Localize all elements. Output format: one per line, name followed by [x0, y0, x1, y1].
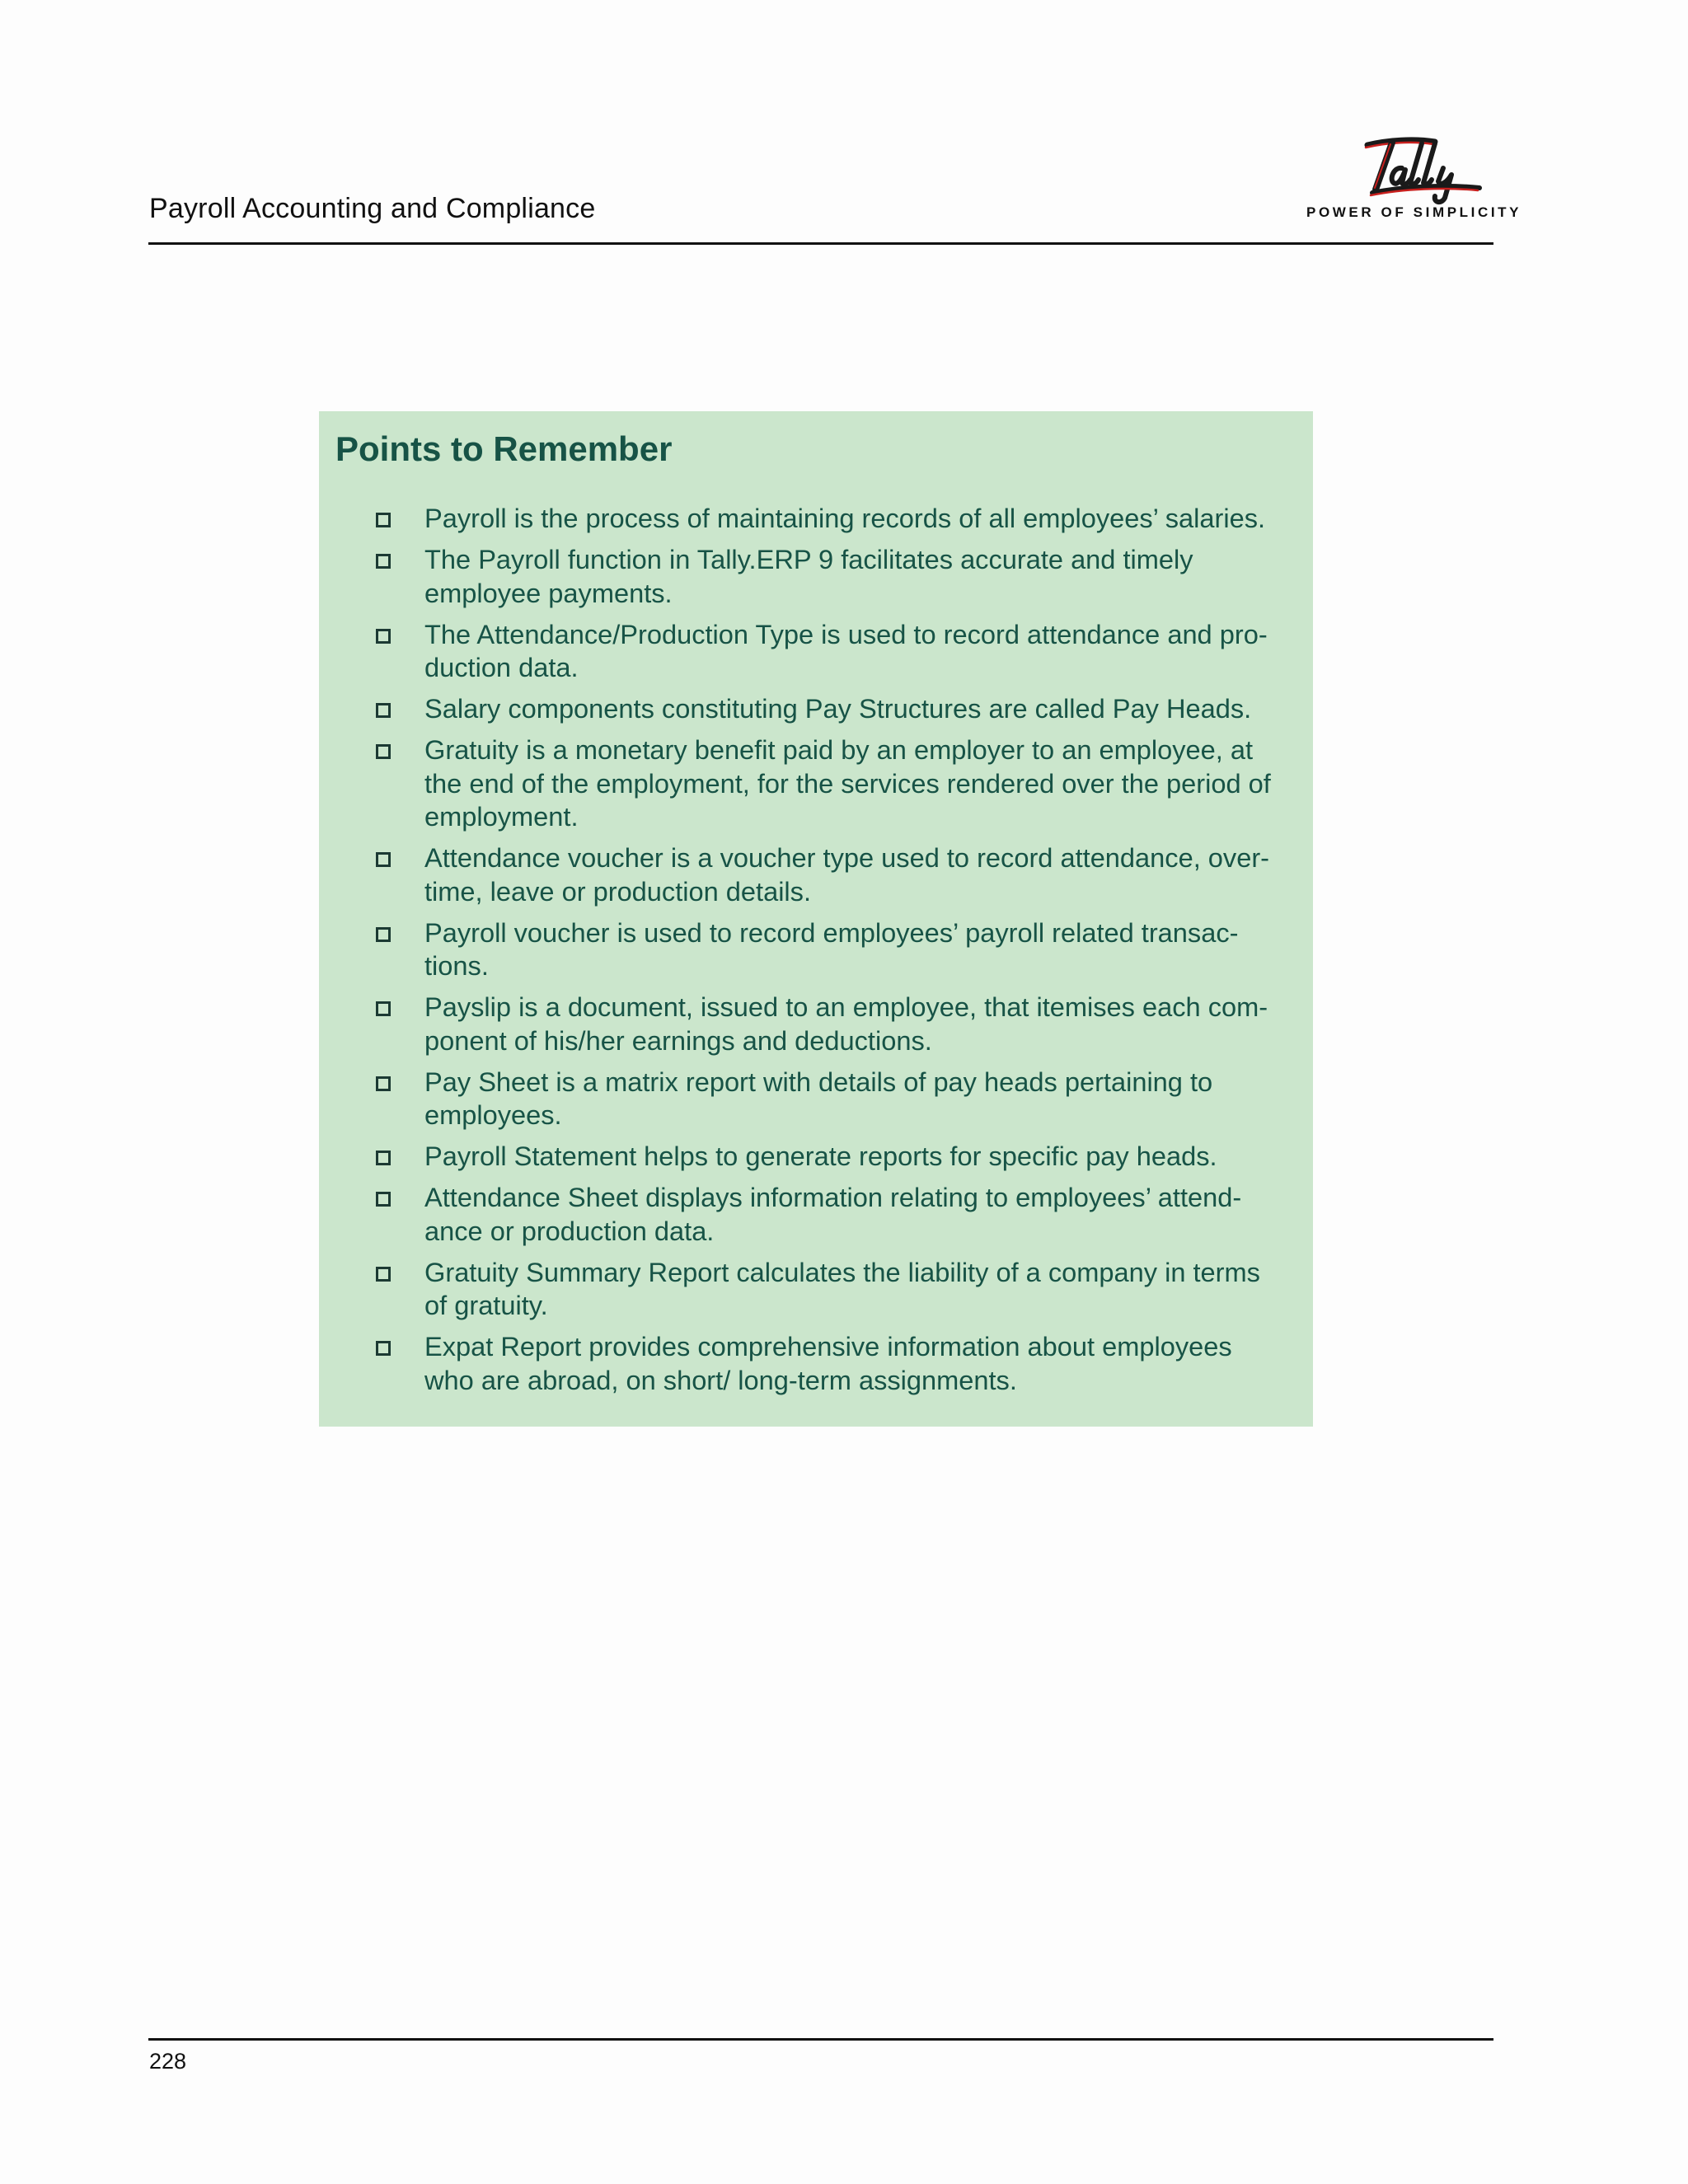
- list-item-text-line: employment.: [424, 801, 579, 832]
- hollow-square-bullet-icon: [376, 554, 391, 569]
- hollow-square-bullet-icon: [376, 1267, 391, 1282]
- list-item: [335, 502, 1296, 536]
- list-item-text-line: employee payments.: [424, 577, 673, 608]
- list-item-text-line: ponent of his/her earnings and deductions.: [424, 1024, 932, 1056]
- list-item-text-line: Payroll is the process of maintaining records of all employees’ salaries.: [424, 503, 1266, 533]
- list-item-text-line: who are abroad, on short/ long-term assignments.: [424, 1364, 1017, 1395]
- hollow-square-bullet-icon: [376, 1341, 391, 1356]
- list-item-text-line: Payroll voucher is used to record employees’ payroll related transac-: [424, 916, 1239, 948]
- tally-logo: [1306, 132, 1522, 227]
- hollow-square-bullet-icon: [376, 629, 391, 644]
- page-number: 228: [149, 2049, 187, 2074]
- tally-wordmark-icon: [1306, 132, 1508, 206]
- list-item-text-line: duction data.: [424, 652, 579, 682]
- footer-rule: [148, 2038, 1493, 2041]
- list-item: [335, 1181, 1296, 1248]
- list-item-text-line: employees.: [424, 1099, 562, 1130]
- list-item-text-line: Attendance Sheet displays information relating to employees’ attend-: [424, 1182, 1242, 1212]
- list-item-text-line: Payroll Statement helps to generate reports for specific pay heads.: [424, 1141, 1217, 1171]
- logo-tagline: POWER OF SIMPLICITY: [1306, 204, 1522, 220]
- list-item-text-line: ance or production data.: [424, 1215, 715, 1246]
- points-to-remember-box: [319, 411, 1313, 1427]
- list-item-text-line: The Payroll function in Tally.ERP 9 facilitates accurate and timely: [424, 544, 1193, 574]
- list-item-text-line: Payslip is a document, issued to an employee, that itemises each com-: [424, 991, 1268, 1022]
- list-item: [335, 733, 1296, 834]
- hollow-square-bullet-icon: [376, 703, 391, 718]
- list-item-text-line: Expat Report provides comprehensive information about employees: [424, 1331, 1232, 1361]
- list-item-text-line: the end of the employment, for the services rendered over the period of: [424, 767, 1271, 799]
- points-list: [335, 502, 1296, 1397]
- list-item: [335, 692, 1296, 726]
- list-item-text-line: time, leave or production details.: [424, 875, 812, 907]
- list-item: [335, 1256, 1296, 1323]
- list-item: [335, 543, 1296, 610]
- list-item: [335, 618, 1296, 685]
- hollow-square-bullet-icon: [376, 744, 391, 759]
- list-item-text-line: Salary components constituting Pay Structures are called Pay Heads.: [424, 693, 1252, 724]
- list-item: [335, 1066, 1296, 1132]
- list-item: [335, 841, 1296, 908]
- running-header-title: Payroll Accounting and Compliance: [149, 193, 596, 224]
- hollow-square-bullet-icon: [376, 1192, 391, 1207]
- list-item: [335, 916, 1296, 983]
- hollow-square-bullet-icon: [376, 852, 391, 867]
- list-item: [335, 1140, 1296, 1174]
- list-item: [335, 991, 1296, 1057]
- hollow-square-bullet-icon: [376, 927, 391, 942]
- hollow-square-bullet-icon: [376, 1076, 391, 1091]
- list-item-text-line: Pay Sheet is a matrix report with details of pay heads pertaining to: [424, 1066, 1213, 1097]
- list-item-text-line: Gratuity is a monetary benefit paid by an employer to an employee, at: [424, 734, 1254, 765]
- list-item-text-line: The Attendance/Production Type is used to record attendance and pro-: [424, 618, 1268, 649]
- box-heading: Points to Remember: [335, 429, 673, 468]
- list-item-text-line: tions.: [424, 950, 489, 981]
- hollow-square-bullet-icon: [376, 1001, 391, 1016]
- list-item-text-line: Gratuity Summary Report calculates the liability of a company in terms: [424, 1256, 1260, 1287]
- list-item-text-line: Attendance voucher is a voucher type used to record attendance, over-: [424, 842, 1270, 873]
- list-item-text-line: of gratuity.: [424, 1290, 548, 1320]
- hollow-square-bullet-icon: [376, 1151, 391, 1165]
- list-item: [335, 1330, 1296, 1397]
- header-rule: [148, 242, 1493, 245]
- hollow-square-bullet-icon: [376, 513, 391, 527]
